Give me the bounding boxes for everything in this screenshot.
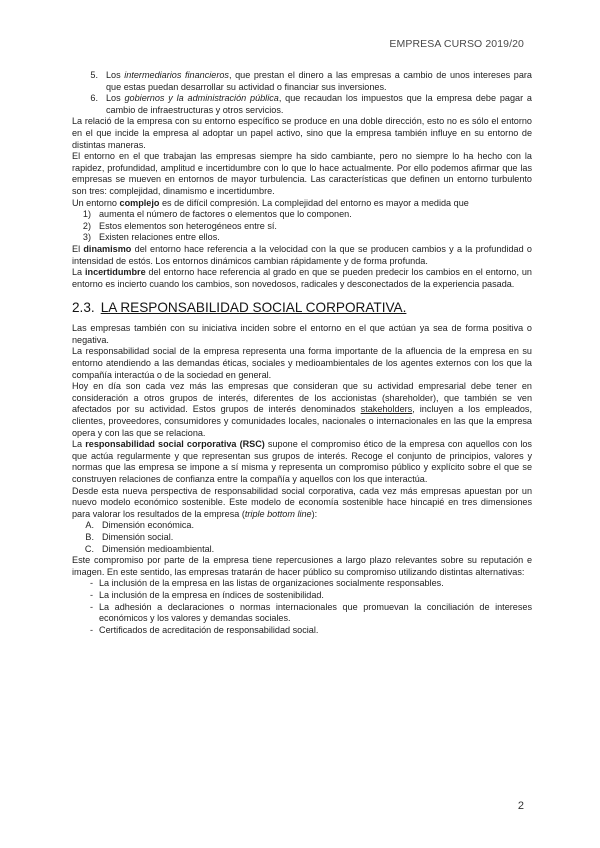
paragraph: Las empresas también con su iniciativa inciden sobre el entorno en el que actúan ya sea de forma positiva o negativa. (72, 323, 532, 345)
list-text: Certificados de acreditación de responsabilidad social. (99, 624, 319, 635)
intermediaries-list (72, 70, 532, 116)
list-text: La inclusión de la empresa en las listas de organizaciones socialmente responsables. (99, 578, 444, 589)
list-item (72, 625, 532, 637)
list-item (72, 602, 532, 625)
list-item (72, 590, 532, 602)
list-dash: - (90, 589, 94, 600)
dimensions-list (72, 520, 532, 555)
page-header: EMPRESA CURSO 2019/20 (389, 38, 524, 50)
list-dash: - (90, 601, 94, 612)
list-dash: - (90, 578, 94, 589)
list-text: Dimensión medioambiental. (102, 543, 215, 554)
paragraph: Desde esta nueva perspectiva de responsabilidad social corporativa, cada vez más empresas apuestan por un nuevo modelo económico sostenible. Este modelo de economía sostenible hace hincapié en tres dimensiones para valorar los resultados de la empresa (triple bottom line): (72, 485, 532, 519)
list-text: Los intermediarios financieros, que prestan el dinero a las empresas a cambio de unos intereses para que estas puedan desarrollar su actividad o financiar sus inversiones. (106, 70, 532, 92)
list-number: 3) (82, 232, 91, 243)
paragraph: La relació de la empresa con su entorno específico se produce en una doble dirección, esto no es sólo el entorno en el que incide la empresa al adoptar un papel activo, sino que la empresa también influye en su entorno de distintas maneras. (72, 116, 532, 150)
list-number: 1) (82, 209, 91, 220)
section-number: 2.3. (72, 300, 95, 316)
paragraph: La responsabilidad social corporativa (RSC) supone el compromiso ético de la empresa con aquellos con los que actúa regularmente y que representan sus grupos de interés. Recoge el conjunto de principios, valores y normas que las empresa se impone a sí misma y representa un compromiso público y explícito sobre el que se construyen relaciones de confianza entre la compañía y aquellos con los que interactúa. (72, 439, 532, 484)
list-item (72, 520, 532, 532)
paragraph: Hoy en día son cada vez más las empresas que consideran que su actividad empresarial debe tener en consideración a otros grupos de interés, diferentes de los accionistas (shareholder), que también se ven afectados por su actividad. Estos grupos de interés denominados stakeholders, incluyen a los empleados, clientes, proveedores, consumidores y comunidades locales, nacionales o internacionales en las que la empresa opera y con las que se relaciona. (72, 381, 532, 438)
list-item (72, 544, 532, 556)
list-text: Dimensión económica. (102, 520, 194, 531)
list-number: 2) (82, 220, 91, 231)
list-text: aumenta el número de factores o elementos que lo componen. (99, 209, 352, 220)
list-letter: B. (85, 531, 94, 542)
list-item (72, 221, 532, 233)
list-dash: - (90, 624, 94, 635)
complexity-list (72, 209, 532, 244)
list-item (72, 209, 532, 221)
paragraph: El dinamismo del entorno hace referencia a la velocidad con la que se producen cambios y a la profundidad o intensidad de estós. Los entornos dinámicos cambian rápidamente y de forma profunda. (72, 243, 532, 266)
section-title: LA RESPONSABILIDAD SOCIAL CORPORATIVA. (100, 300, 407, 316)
section-heading (72, 300, 532, 316)
alternatives-list (72, 578, 532, 636)
list-item (72, 578, 532, 590)
paragraph: La incertidumbre del entorno hace referencia al grado en que se pueden predecir los cambios en el entorno, un entorno es incierto cuando los cambios, son novedosos, radicales y desconectados de la experiencia pasada. (72, 267, 532, 289)
list-number: 6. (90, 93, 98, 104)
list-item (72, 532, 532, 544)
list-text: Dimensión social. (102, 531, 174, 542)
list-letter: A. (85, 520, 94, 531)
list-text: Los gobiernos y la administración pública, que recaudan los impuestos que la empresa debe pagar a cambio de infraestructuras y otros servicios. (106, 93, 532, 115)
paragraph: Un entorno complejo es de difícil compresión. La complejidad del entorno es mayor a medida que (72, 197, 469, 208)
list-text: Estos elementos son heterogéneos entre sí. (99, 220, 277, 231)
list-text: Existen relaciones entre ellos. (99, 232, 220, 243)
list-letter: C. (84, 543, 94, 554)
document-body (72, 70, 532, 636)
list-text: La adhesión a declaraciones o normas internacionales que promuevan la conciliación de intereses económicos y los valores y demandas sociales. (99, 601, 532, 624)
list-number: 5. (90, 70, 98, 80)
stakeholders-term: stakeholders (360, 404, 413, 415)
list-item (72, 70, 532, 93)
paragraph: La responsabilidad social de la empresa representa una forma importante de la afluencia de la empresa en su entorno atendiendo a las demandas éticas, sociales y medioambientales de los agentes externos con los que la compañía interactúa o de la sociedad en general. (72, 346, 532, 380)
list-item (72, 232, 532, 244)
page-number: 2 (517, 800, 524, 812)
paragraph: Este compromiso por parte de la empresa tiene repercusiones a largo plazo relevantes sobre su reputación e imagen. En este sentido, las empresas tratarán de hacer público su compromiso utilizando distintas alternativas: (72, 555, 532, 577)
paragraph: El entorno en el que trabajan las empresas siempre ha sido cambiante, pero no siempre lo ha hecho con la rapidez, profundidad, amplitud e incertidumbre con lo que lo hace actualmente. Por ello podemos afirmar que las empresas se mueven en entornos de mayor turbulencia. Las características que definen un entorno turbulento son tres: complejidad, dinamismo e incertidumbre. (72, 151, 532, 196)
list-item (72, 93, 532, 116)
list-text: La inclusión de la empresa en índices de sostenibilidad. (99, 589, 324, 600)
